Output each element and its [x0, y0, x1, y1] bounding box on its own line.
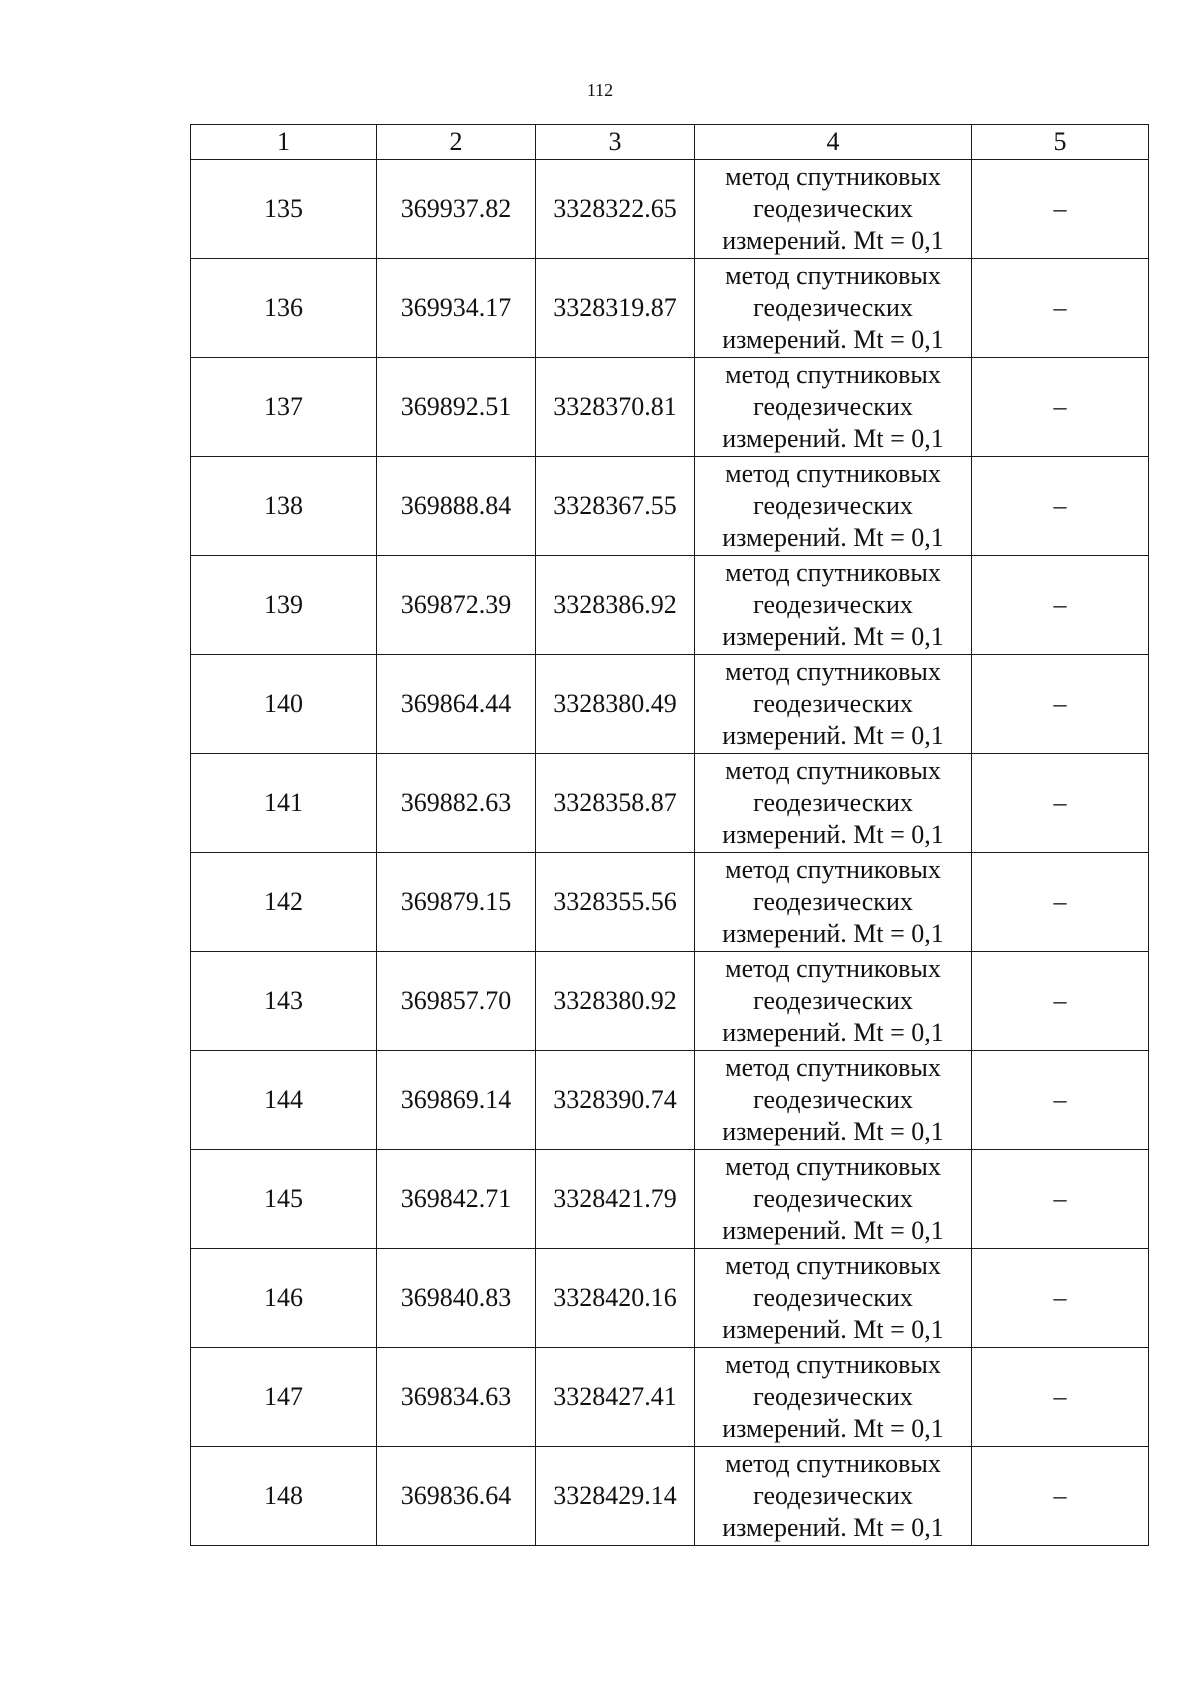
method-line: геодезических	[753, 788, 913, 817]
method-line: измерений. Mt = 0,1	[722, 1315, 944, 1344]
method-cell	[695, 1447, 972, 1546]
table-row	[191, 754, 1149, 853]
note-cell: –	[972, 754, 1149, 853]
x-coordinate-cell: 369872.39	[377, 556, 536, 655]
x-coordinate-cell: 369869.14	[377, 1051, 536, 1150]
method-cell	[695, 457, 972, 556]
method-line: геодезических	[753, 392, 913, 421]
method-cell	[695, 1249, 972, 1348]
method-line: метод спутниковых	[725, 162, 941, 191]
point-number-cell: 147	[191, 1348, 377, 1447]
table-row	[191, 1348, 1149, 1447]
y-coordinate-cell: 3328420.16	[536, 1249, 695, 1348]
method-line: геодезических	[753, 689, 913, 718]
header-col-4: 4	[695, 125, 972, 160]
point-number-cell: 143	[191, 952, 377, 1051]
point-number-cell: 138	[191, 457, 377, 556]
method-line: измерений. Mt = 0,1	[722, 226, 944, 255]
method-cell	[695, 1051, 972, 1150]
method-line: геодезических	[753, 1382, 913, 1411]
table-row	[191, 457, 1149, 556]
method-line: метод спутниковых	[725, 954, 941, 983]
method-line: метод спутниковых	[725, 657, 941, 686]
note-cell: –	[972, 1051, 1149, 1150]
method-cell	[695, 754, 972, 853]
method-cell	[695, 1150, 972, 1249]
method-line: метод спутниковых	[725, 1350, 941, 1379]
table-row	[191, 358, 1149, 457]
method-line: метод спутниковых	[725, 1449, 941, 1478]
method-line: геодезических	[753, 293, 913, 322]
x-coordinate-cell: 369934.17	[377, 259, 536, 358]
y-coordinate-cell: 3328370.81	[536, 358, 695, 457]
table-row	[191, 1447, 1149, 1546]
note-cell: –	[972, 1150, 1149, 1249]
table-row	[191, 1150, 1149, 1249]
point-number-cell: 148	[191, 1447, 377, 1546]
method-cell	[695, 556, 972, 655]
point-number-cell: 144	[191, 1051, 377, 1150]
method-line: метод спутниковых	[725, 1251, 941, 1280]
method-line: геодезических	[753, 1184, 913, 1213]
method-line: метод спутниковых	[725, 1053, 941, 1082]
note-cell: –	[972, 259, 1149, 358]
y-coordinate-cell: 3328380.92	[536, 952, 695, 1051]
method-line: геодезических	[753, 194, 913, 223]
method-line: измерений. Mt = 0,1	[722, 523, 944, 552]
method-line: измерений. Mt = 0,1	[722, 820, 944, 849]
header-col-1: 1	[191, 125, 377, 160]
x-coordinate-cell: 369937.82	[377, 160, 536, 259]
y-coordinate-cell: 3328355.56	[536, 853, 695, 952]
method-line: измерений. Mt = 0,1	[722, 1117, 944, 1146]
note-cell: –	[972, 952, 1149, 1051]
y-coordinate-cell: 3328322.65	[536, 160, 695, 259]
y-coordinate-cell: 3328421.79	[536, 1150, 695, 1249]
x-coordinate-cell: 369879.15	[377, 853, 536, 952]
y-coordinate-cell: 3328380.49	[536, 655, 695, 754]
point-number-cell: 142	[191, 853, 377, 952]
point-number-cell: 137	[191, 358, 377, 457]
point-number-cell: 141	[191, 754, 377, 853]
header-col-2: 2	[377, 125, 536, 160]
method-line: геодезических	[753, 1085, 913, 1114]
point-number-cell: 146	[191, 1249, 377, 1348]
x-coordinate-cell: 369857.70	[377, 952, 536, 1051]
y-coordinate-cell: 3328386.92	[536, 556, 695, 655]
method-line: геодезических	[753, 986, 913, 1015]
method-line: метод спутниковых	[725, 558, 941, 587]
header-col-5: 5	[972, 125, 1149, 160]
y-coordinate-cell: 3328367.55	[536, 457, 695, 556]
x-coordinate-cell: 369864.44	[377, 655, 536, 754]
y-coordinate-cell: 3328358.87	[536, 754, 695, 853]
method-line: измерений. Mt = 0,1	[722, 1018, 944, 1047]
method-line: геодезических	[753, 1481, 913, 1510]
table-body	[191, 160, 1149, 1546]
method-line: измерений. Mt = 0,1	[722, 721, 944, 750]
note-cell: –	[972, 457, 1149, 556]
header-col-3: 3	[536, 125, 695, 160]
method-cell	[695, 358, 972, 457]
note-cell: –	[972, 160, 1149, 259]
method-line: измерений. Mt = 0,1	[722, 325, 944, 354]
table-row	[191, 952, 1149, 1051]
method-line: метод спутниковых	[725, 1152, 941, 1181]
method-line: измерений. Mt = 0,1	[722, 1216, 944, 1245]
method-cell	[695, 160, 972, 259]
point-number-cell: 145	[191, 1150, 377, 1249]
x-coordinate-cell: 369888.84	[377, 457, 536, 556]
x-coordinate-cell: 369882.63	[377, 754, 536, 853]
table-row	[191, 1051, 1149, 1150]
note-cell: –	[972, 1447, 1149, 1546]
x-coordinate-cell: 369836.64	[377, 1447, 536, 1546]
note-cell: –	[972, 1348, 1149, 1447]
table-row	[191, 655, 1149, 754]
note-cell: –	[972, 556, 1149, 655]
method-cell	[695, 1348, 972, 1447]
point-number-cell: 140	[191, 655, 377, 754]
point-number-cell: 136	[191, 259, 377, 358]
y-coordinate-cell: 3328319.87	[536, 259, 695, 358]
note-cell: –	[972, 853, 1149, 952]
method-line: метод спутниковых	[725, 855, 941, 884]
method-line: измерений. Mt = 0,1	[722, 1414, 944, 1443]
coordinates-table-container	[190, 124, 1148, 1546]
method-cell	[695, 952, 972, 1051]
method-line: измерений. Mt = 0,1	[722, 424, 944, 453]
method-line: геодезических	[753, 590, 913, 619]
method-cell	[695, 259, 972, 358]
point-number-cell: 139	[191, 556, 377, 655]
x-coordinate-cell: 369842.71	[377, 1150, 536, 1249]
y-coordinate-cell: 3328390.74	[536, 1051, 695, 1150]
page-number: 112	[586, 80, 614, 100]
point-number-cell: 135	[191, 160, 377, 259]
method-line: геодезических	[753, 491, 913, 520]
table-row	[191, 853, 1149, 952]
method-cell	[695, 655, 972, 754]
table-header-row	[191, 125, 1149, 160]
method-cell	[695, 853, 972, 952]
method-line: метод спутниковых	[725, 360, 941, 389]
y-coordinate-cell: 3328427.41	[536, 1348, 695, 1447]
note-cell: –	[972, 358, 1149, 457]
note-cell: –	[972, 655, 1149, 754]
x-coordinate-cell: 369892.51	[377, 358, 536, 457]
coordinates-table	[190, 124, 1149, 1546]
method-line: измерений. Mt = 0,1	[722, 1513, 944, 1542]
x-coordinate-cell: 369840.83	[377, 1249, 536, 1348]
method-line: измерений. Mt = 0,1	[722, 622, 944, 651]
table-row	[191, 259, 1149, 358]
method-line: метод спутниковых	[725, 756, 941, 785]
table-row	[191, 160, 1149, 259]
y-coordinate-cell: 3328429.14	[536, 1447, 695, 1546]
table-row	[191, 1249, 1149, 1348]
method-line: геодезических	[753, 887, 913, 916]
x-coordinate-cell: 369834.63	[377, 1348, 536, 1447]
note-cell: –	[972, 1249, 1149, 1348]
table-row	[191, 556, 1149, 655]
method-line: геодезических	[753, 1283, 913, 1312]
method-line: метод спутниковых	[725, 261, 941, 290]
method-line: измерений. Mt = 0,1	[722, 919, 944, 948]
method-line: метод спутниковых	[725, 459, 941, 488]
